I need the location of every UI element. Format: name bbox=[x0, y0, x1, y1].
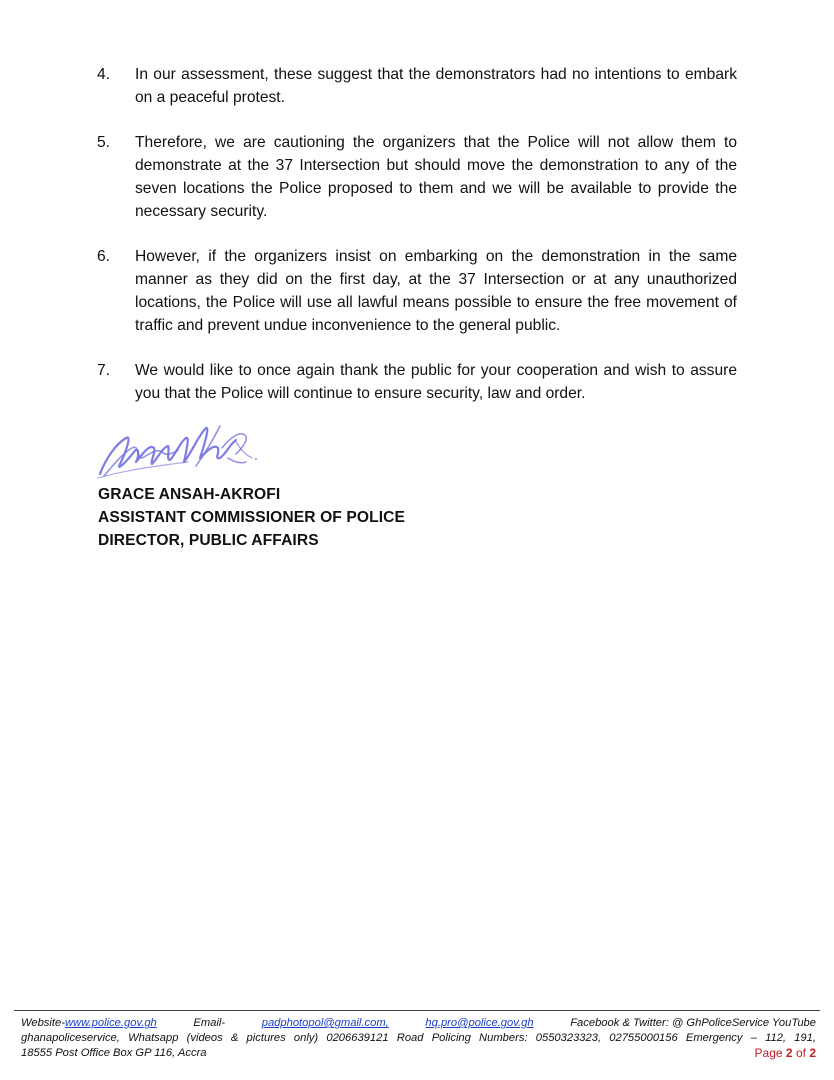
footer-contact-line bbox=[21, 1016, 816, 1031]
page-current: 2 bbox=[785, 1046, 793, 1060]
list-item bbox=[97, 245, 737, 337]
handwritten-signature bbox=[96, 418, 261, 480]
website-link[interactable]: www.police.gov.gh bbox=[64, 1017, 157, 1029]
signatory-position: DIRECTOR, PUBLIC AFFAIRS bbox=[98, 532, 319, 549]
page-number bbox=[755, 1046, 816, 1061]
signatory-name: GRACE ANSAH-AKROFI bbox=[98, 486, 281, 503]
signatory-block bbox=[98, 483, 405, 552]
item-text: We would like to once again thank the public for your cooperation and wish to assure you that the Police will continue to ensure security, law and order. bbox=[135, 362, 737, 402]
list-item bbox=[97, 63, 737, 109]
email-link-1[interactable]: padphotopol@gmail.com, bbox=[261, 1017, 389, 1029]
page-of: of bbox=[795, 1046, 806, 1060]
item-number: 4. bbox=[97, 66, 111, 83]
footer-social: Facebook & Twitter: @ GhPoliceService YouTube bbox=[570, 1017, 816, 1029]
footer bbox=[21, 1016, 816, 1061]
item-text: Therefore, we are cautioning the organizers that the Police will not allow them to demonstrate at the 37 Intersection but should move the demonstration to any of the seven locations the Police proposed to them and we will be available to provide the necessary security. bbox=[135, 134, 737, 220]
footer-website bbox=[21, 1016, 157, 1031]
item-number: 7. bbox=[97, 362, 111, 379]
list-item bbox=[97, 131, 737, 223]
footer-phone-line: ghanapoliceservice, Whatsapp (videos & pictures only) 0206639121 Road Policing Numbers: 0550323323, 02755000156 Emergency – 112, 191, bbox=[21, 1032, 816, 1044]
website-prefix: Website- bbox=[21, 1017, 65, 1029]
email-link-2[interactable]: hq.pro@police.gov.gh bbox=[425, 1017, 534, 1029]
list-item bbox=[97, 359, 737, 405]
email-prefix: Email- bbox=[193, 1017, 226, 1029]
page-label: Page bbox=[754, 1046, 783, 1060]
numbered-list bbox=[97, 63, 737, 427]
signatory-rank: ASSISTANT COMMISSIONER OF POLICE bbox=[98, 509, 406, 526]
item-number: 6. bbox=[97, 248, 111, 265]
footer-divider bbox=[14, 1010, 820, 1011]
item-text: In our assessment, these suggest that the demonstrators had no intentions to embark on a peaceful protest. bbox=[135, 66, 737, 106]
item-number: 5. bbox=[97, 134, 111, 151]
page-total: 2 bbox=[809, 1046, 816, 1060]
footer-address-line bbox=[21, 1046, 816, 1061]
footer-address: 18555 Post Office Box GP 116, Accra bbox=[21, 1047, 207, 1059]
item-text: However, if the organizers insist on embarking on the demonstration in the same manner as they did on the first day, at the 37 Intersection or at any unauthorized locations, the Police will use all lawful means possible to ensure the free movement of traffic and prevent undue inconvenience to the general public. bbox=[135, 248, 737, 334]
